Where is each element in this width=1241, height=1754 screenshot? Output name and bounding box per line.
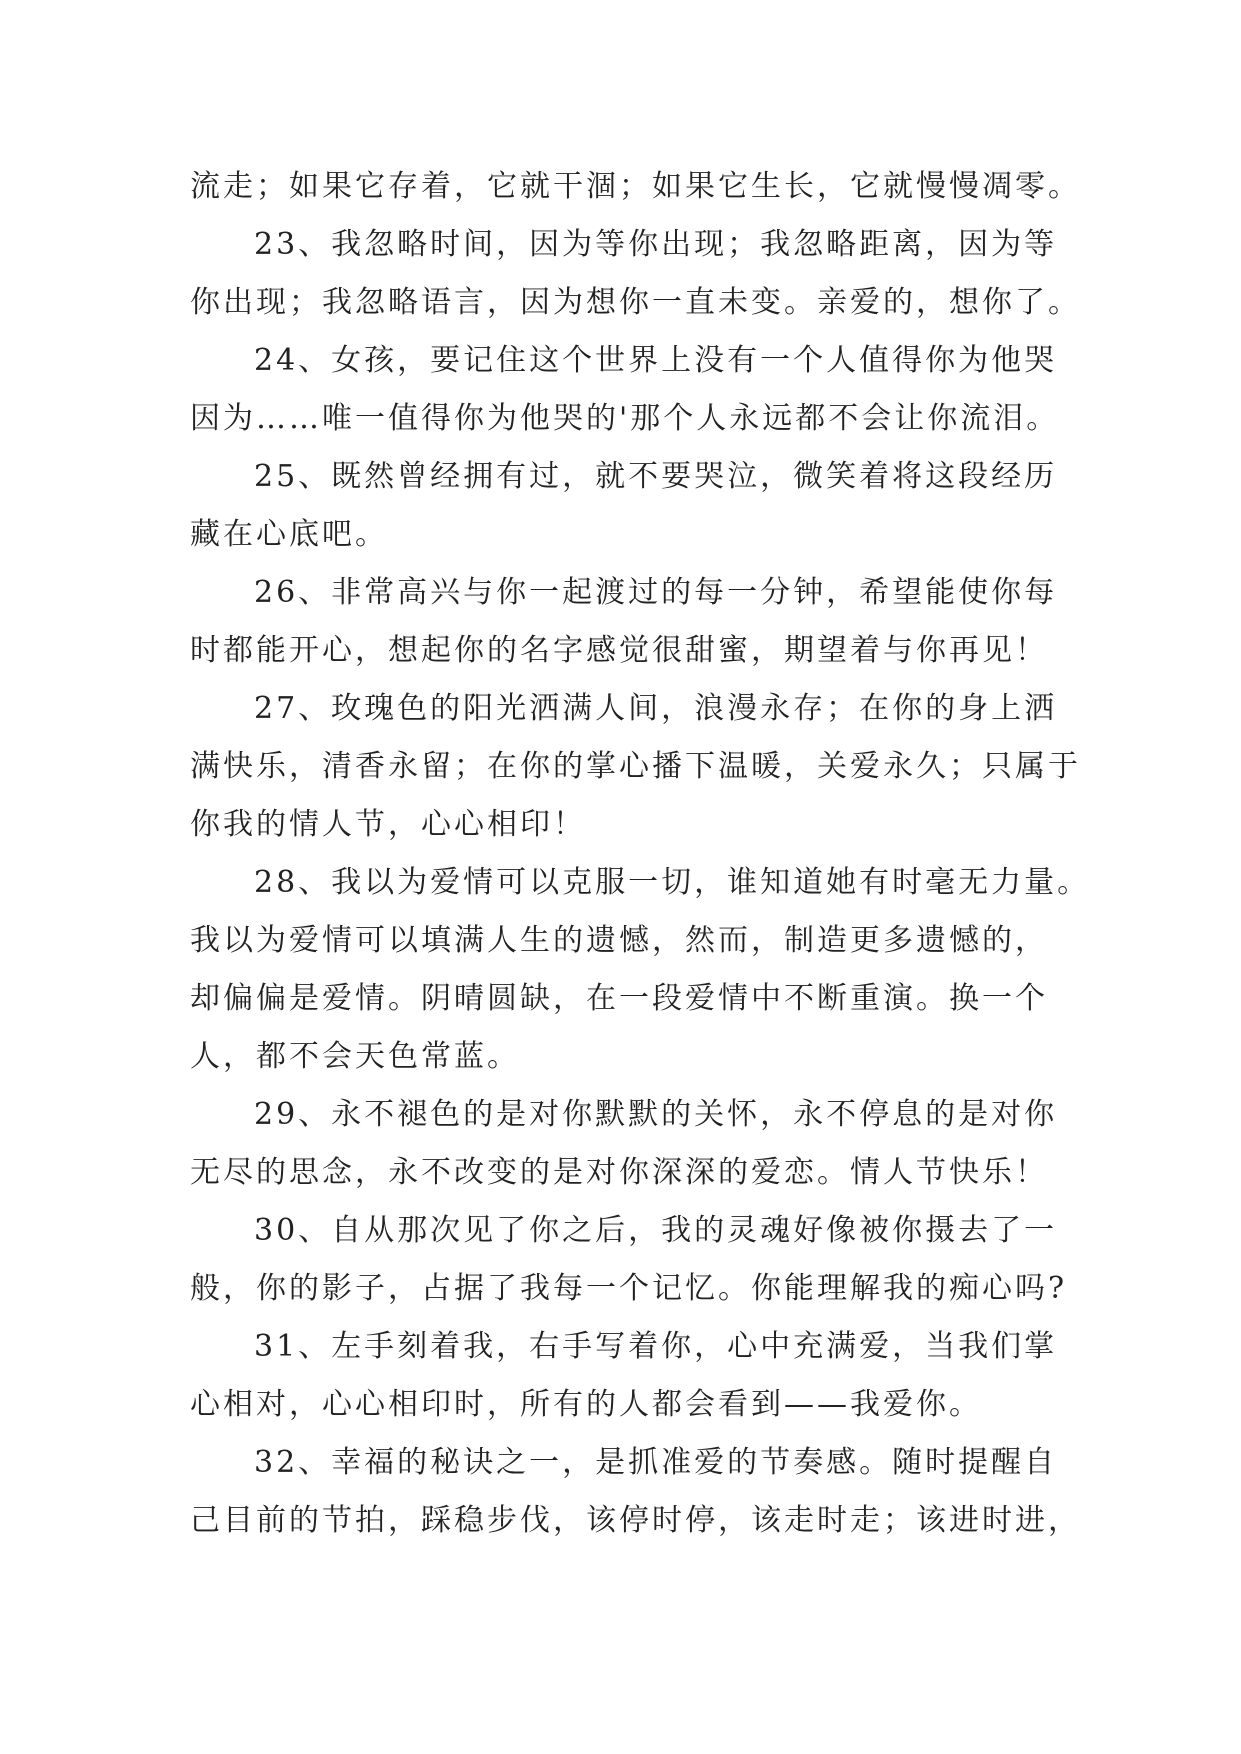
document-body [190, 158, 1091, 1550]
text-line: 心相对，心心相印时，所有的人都会看到——我爱你。 [190, 1387, 982, 1422]
text-line: 30、自从那次见了你之后，我的灵魂好像被你摄去了一 [254, 1213, 1058, 1248]
text-line: 藏在心底吧。 [190, 517, 388, 552]
text-line: 人，都不会天色常蓝。 [190, 1039, 520, 1074]
text-line: 32、幸福的秘诀之一，是抓准爱的节奏感。随时提醒自 [254, 1445, 1058, 1480]
text-line: 26、非常高兴与你一起渡过的每一分钟，希望能使你每 [254, 575, 1058, 610]
text-line: 25、既然曾经拥有过，就不要哭泣，微笑着将这段经历 [254, 459, 1058, 494]
text-line: 28、我以为爱情可以克服一切，谁知道她有时毫无力量。 [254, 865, 1091, 900]
text-line: 23、我忽略时间，因为等你出现；我忽略距离，因为等 [254, 227, 1058, 262]
text-line: 己目前的节拍，踩稳步伐，该停时停，该走时走；该进时进， [190, 1503, 1081, 1538]
text-line: 因为……唯一值得你为他哭的'那个人永远都不会让你流泪。 [190, 401, 1060, 436]
text-line: 满快乐，清香永留；在你的掌心播下温暖，关爱永久；只属于 [190, 749, 1081, 784]
text-line: 29、永不褪色的是对你默默的关怀，永不停息的是对你 [254, 1097, 1058, 1132]
text-line: 31、左手刻着我，右手写着你，心中充满爱，当我们掌 [254, 1329, 1058, 1364]
text-line: 24、女孩，要记住这个世界上没有一个人值得你为他哭 [254, 343, 1058, 378]
text-line: 流走；如果它存着，它就干涸；如果它生长，它就慢慢凋零。 [190, 169, 1081, 204]
text-line: 你出现；我忽略语言，因为想你一直未变。亲爱的，想你了。 [190, 285, 1081, 320]
text-line: 你我的情人节，心心相印！ [190, 807, 586, 842]
text-line: 却偏偏是爱情。阴晴圆缺，在一段爱情中不断重演。换一个 [190, 981, 1048, 1016]
text-line: 时都能开心，想起你的名字感觉很甜蜜，期望着与你再见！ [190, 633, 1048, 668]
text-line: 无尽的思念，永不改变的是对你深深的爱恋。情人节快乐！ [190, 1155, 1048, 1190]
text-line: 般，你的影子，占据了我每一个记忆。你能理解我的痴心吗? [190, 1271, 1068, 1306]
text-line: 27、玫瑰色的阳光洒满人间，浪漫永存；在你的身上洒 [254, 691, 1058, 726]
text-line: 我以为爱情可以填满人生的遗憾，然而，制造更多遗憾的， [190, 923, 1048, 958]
